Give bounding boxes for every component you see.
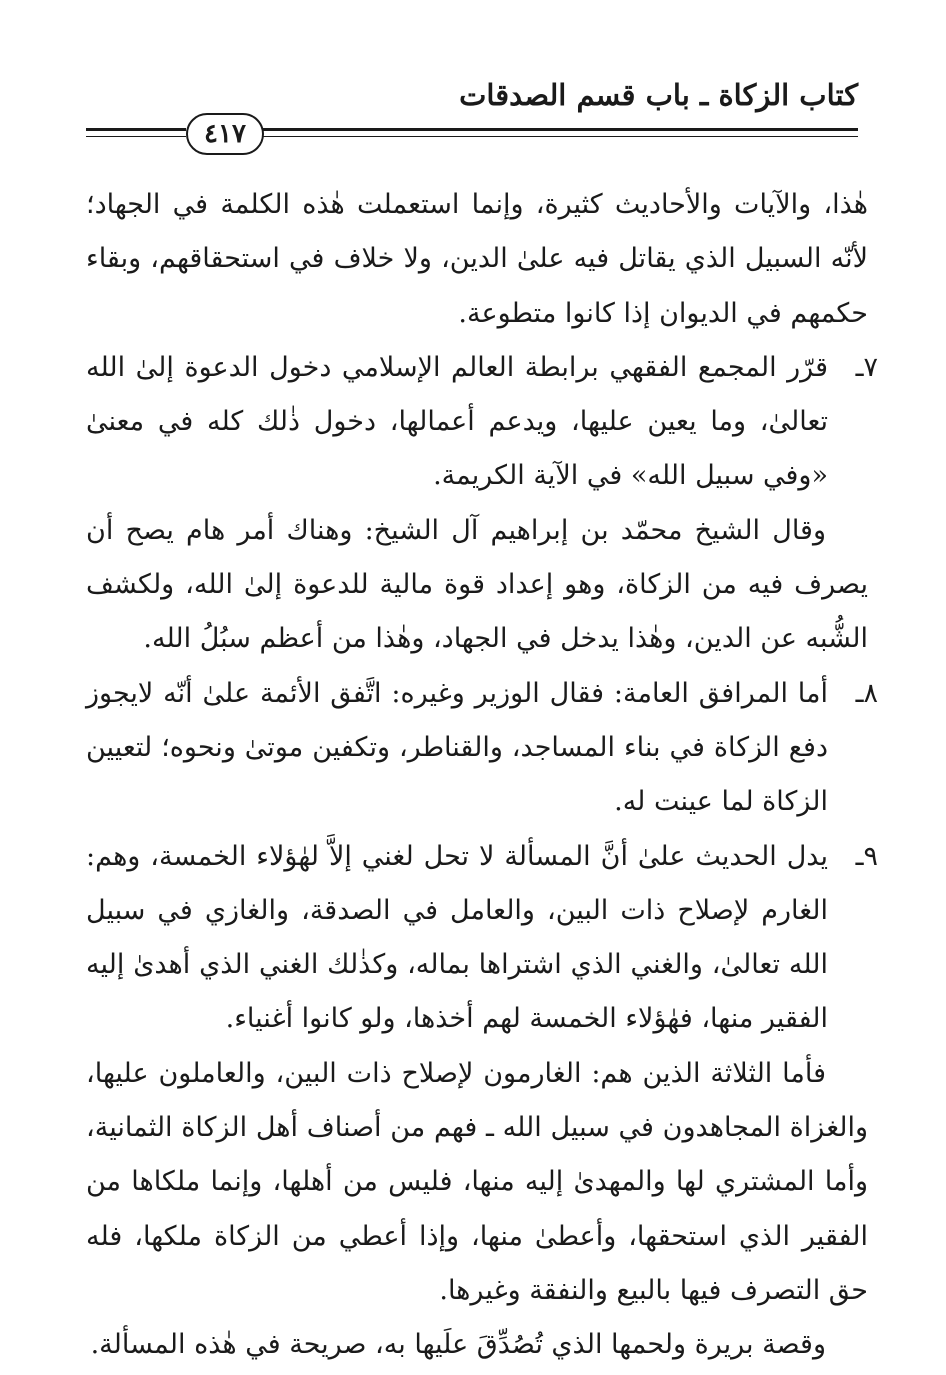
- item-7-text: قرّر المجمع الفقهي برابطة العالم الإسلامي دخول الدعوة إلىٰ الله تعالىٰ، وما يعين عليها، ويدعم أعمالها، دخول ذٰلك كله في معنىٰ «وفي سبيل الله» في الآية الكريمة.: [86, 351, 828, 492]
- page-body: [86, 178, 878, 1373]
- header-rule-right-thin: [262, 136, 858, 137]
- item-7-number: ٧ـ: [855, 351, 878, 383]
- item-8: [86, 667, 878, 830]
- item-9: [86, 830, 878, 1047]
- three-paragraph: فأما الثلاثة الذين هم: الغارمون لإصلاح ذات البين، والعاملون عليها، والغزاة المجاهدون في سبيل الله ـ فهم من أصناف أهل الزكاة الثمانية، وأما المشتري لها والمهدىٰ إليه منها، فليس من أهلها، وإنما ملكاها من الفقير الذي استحقها، وأعطىٰ منها، وإذا أعطي من الزكاة ملكها، فله حق التصرف فيها بالبيع والنفقة وغيرها.: [86, 1057, 869, 1306]
- item-7: [86, 341, 878, 504]
- page-number: ٤١٧: [204, 119, 246, 149]
- header-rule-left-thin: [86, 136, 186, 137]
- sheikh-paragraph: وقال الشيخ محمّد بن إبراهيم آل الشيخ: وهناك أمر هام يصح أن يصرف فيه من الزكاة، وهو إعداد قوة مالية للدعوة إلىٰ الله، ولكشف الشُّبه عن الدين، وهٰذا يدخل في الجهاد، وهٰذا من أعظم سبُلُ الله.: [86, 514, 868, 655]
- item-9-number: ٩ـ: [855, 840, 878, 872]
- running-title: كتاب الزكاة ـ باب قسم الصدقات: [459, 78, 858, 112]
- item-8-number: ٨ـ: [855, 677, 878, 709]
- item-8-text: أما المرافق العامة: فقال الوزير وغيره: اتَّفق الأئمة علىٰ أنّه لايجوز دفع الزكاة في بناء المساجد، والقناطر، وتكفين موتىٰ ونحوه؛ لتعيين الزكاة لما عينت له.: [86, 677, 828, 818]
- header-rule-left: [86, 128, 186, 131]
- intro-paragraph: هٰذا، والآيات والأحاديث كثيرة، وإنما استعملت هٰذه الكلمة في الجهاد؛ لأنّه السبيل الذي يقاتل فيه علىٰ الدين، ولا خلاف في استحقاقهم، وبقاء حكمهم في الديوان إذا كانوا متطوعة.: [86, 189, 868, 329]
- header-rule-right: [262, 128, 858, 131]
- item-9-text: يدل الحديث علىٰ أنَّ المسألة لا تحل لغني إلاَّ لهٰؤلاء الخمسة، وهم: الغارم لإصلاح ذات البين، والعامل في الصدقة، والغازي في سبيل الله تعالىٰ، والغني الذي اشتراها بماله، وكذٰلك الغني الذي أهدىٰ إليه الفقير منها، فهٰؤلاء الخمسة لهم أخذها، ولو كانوا أغنياء.: [86, 840, 828, 1035]
- barira-paragraph: وقصة بريرة ولحمها الذي تُصُدِّقَ علَيها به، صريحة في هٰذه المسألة.: [90, 1329, 826, 1361]
- page-number-badge: [186, 113, 264, 155]
